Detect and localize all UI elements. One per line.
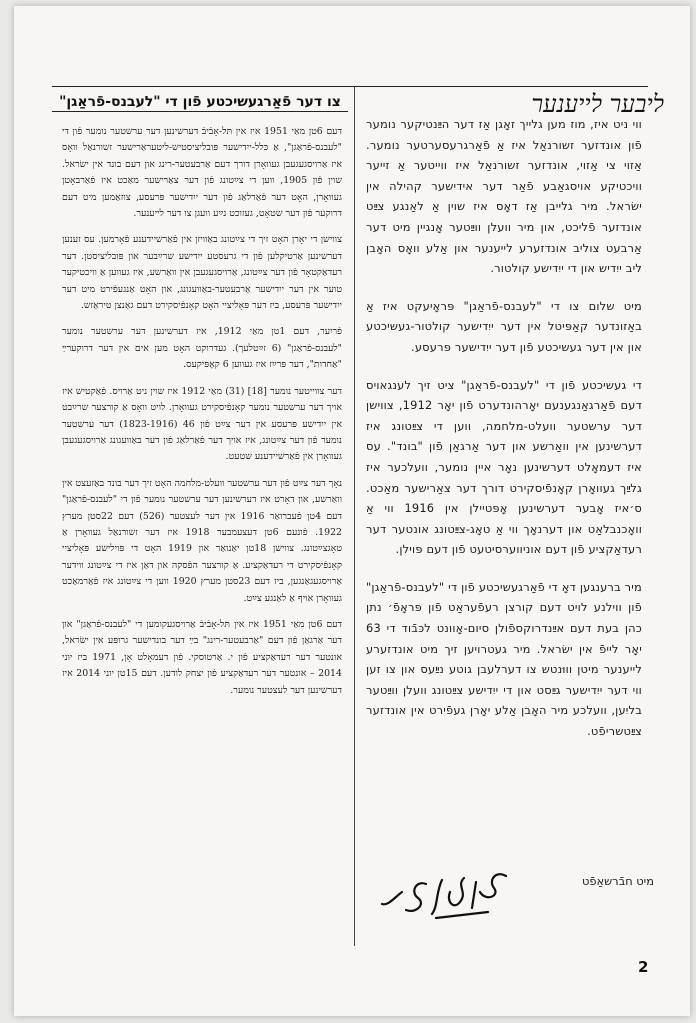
- right-paragraph-1: ווי ניט איז, מוז מען גלייך זאָגן אַז דער הײַנטיקער נומער פֿון אונדזער זשורנאַל איז אַ פֿאַרגרעסערטער נומער. אַזוי צי אַזוי, אונדזער זשורנאַל איז ווייטער אַ זייער וויכטיקע אויסגאַבע פֿאַר דער אידישער קהילה אין ישׂראל. מיר גלייבן אַז דאָס איז שוין אַ לאַנגע צײַט אונדזער פֿליכט, און מיר וועלן ווײַטער אָנגיין מיט דער אַרבעט צוליב אונדזערע לייענער און אַלע וואָס האָבן ליב ייִדיש און די ייִדישע קולטור.: [366, 117, 642, 276]
- header-rule: [52, 86, 648, 87]
- left-header-rule: [52, 111, 348, 112]
- page-number: 2: [638, 958, 649, 976]
- right-paragraph-4: מיר ברענגען דאָ די פֿאַרגעשיכטע פֿון די "לעבנס-פֿראַגן" פֿון ווילנע לויט דעם קורצן רעפֿעראַט פֿון פּראָפֿ׳ נתן כהן בעת דעם אײַנדרוקספֿולן סיום-אָוונט לכּבֿוד די 63 יאָר לייפֿ אין ישׂראל. מיר געטרויען זיך מיט אונדזערע לייענער מיטן וווּנטש צו דערלעבן גוטע נײַעס און צו זען ווי דער ייִדישער גײַסט און די ייִדישע צײַטונג וועלן ווײַטער בליִען, וועלכע מיר האָבן אַלע יאָרן געפֿירט אין אונדזער צײַטשריפֿט.: [365, 579, 642, 739]
- signature-name: מיט חבֿרשאַפֿט: [582, 874, 654, 888]
- right-column: [366, 114, 642, 759]
- left-paragraph-6: דעם 6טן מאַי 1951 איז אין תּל-אָבֿיבֿ אַרויסגעקומען די "לעבנס-פֿראַגן" און דער אַרגאַן פֿון דעם "אַרבעטער-רינג" בײַ דער בונדישער גרופּע אין ישׂראל, אונטער דער רעדאַקציע פֿון י. אַרטוסקי. פֿון דעמאָלט אָן, 1971 ביז יוני 2014 – אונטער דער רעדאַקציע פֿון יצחק לודען. דעם 15טן יוני 2014 איז דערשינען דער לעצטער נומער.: [62, 618, 343, 696]
- right-paragraph-2: מיט שלום צו די "לעבנס-פֿראַגן" פּראָיעקט איז אַ באַזונדער קאַפּיטל אין דער ייִדישער קולטור-געשיכטע און אין דער געשיכטע פֿון דער ייִדישער פּרעסע.: [366, 298, 642, 354]
- left-column-title: צו דער פֿאַרגעשיכטע פֿון די "לעבנס-פֿראַגן": [59, 94, 341, 110]
- left-paragraph-2: צווישן די יאָרן האָט זיך די צײַטונג באַוויזן אין פֿאַרשיידענע פֿאָרמען. עס זענען דערשינען אַרטיקלען פֿון די גרעסטע ייִדישע שרײַבער און פּובליציסטן. דער רעדאַקטאָר פֿון דער צײַטונג, אַרויסגעגעבן אין וואַרשע, איז געווען אַ וויכטיקער טוער אין דער ייִדישער אַרבעטער-באַוועגונג, און האָט אַנגעפֿירט מיט דער ייִדישער פּרעסע, ביז דער פּאָליציי האָט קאָנפֿיסקירט דעם גאַנצן טיראַזש.: [62, 234, 342, 312]
- page: [14, 6, 690, 1016]
- handwritten-signature-icon: [376, 862, 516, 932]
- left-column: [62, 124, 342, 709]
- left-paragraph-4: דער צווייטער נומער [18] (31) מאַי 1912 איז שוין ניט אַרויס. פֿאַקטיש איז אויך דער ערשטער נומער קאָנפֿיסקירט געוואָרן. לויט וואָס אַ קורצער שרײַבט אין ייִדישע פּרעסע אין דער צײַט פֿון 46 (1823-1916) דער ערשטער נומער פֿון דער צײַטונג, איז אויך דער פֿאַרלאַג פֿון דער באַוועגונג אַרויסגעגעבן געוואָרן אין פֿאַרשיידענע שטעט.: [62, 385, 343, 463]
- left-paragraph-3: פֿריִער, דעם 1טן מאַי 1912, איז דערשינען דער ערשטער נומער "לעבנס-פֿראַגן" (6 זײַטלעך). געדרוקט האָט מען אים אין דער דרוקערײַ "אַחדות", דער פּרײַז איז געווען 6 קאָפּיקעס.: [62, 326, 343, 371]
- column-divider: [354, 86, 355, 946]
- left-paragraph-5: נאָך דער צײַט פֿון דער ערשטער וועלט-מלחמה האָט זיך דער בונד באַזעצט אין וואַרשע, און דאָרט איז דערשינען דער ערשטער נומער פֿון די "לעבנס-פֿראַגן" דעם 4טן פֿעברואַר 1916 אין דער לעצטער (526) דעם 22סטן מערץ 1922. פֿונעם 6טן דעצעמבער 1918 איז דער זשורנאַל געוואָרן אַ טאָגצײַטונג. צווישן 18טן יאַנואַר און 1919 האָט די פּוילישע פּאָליציי קאָנפֿיסקירט די רעדאַקציע. אַ קורצער הפֿסקה און דאַן איז די צײַטונג ווידער אַרויסגעגאַנגען, ביז דעם 23סטן מערץ 1920 ווען די צײַטונג איז פֿאַרמאַכט געוואָרן אויף אַ לאַנגע צײַט.: [62, 477, 343, 604]
- left-paragraph-1: דעם 6טן מאַי 1951 איז אין תּל-אָבֿיבֿ דערשינען דער ערשטער נומער פֿון די "לעבנס-פֿראַגן", אַ כּלל-ייִדישער פּובליציסטיש-ליטעראַרישער זשורנאַל וואָס איז אַרויסגעגעבן געוואָרן דורך דעם אַרבעטער-רינג און דעם בונד אין ישׂראל. שוין פֿון 1905, ווען די צײַטונג פֿון דער צאַרישער מאַכט איז פֿאַרבאָטן געוואָרן, האָט דער פֿאַרלאַג פֿון דער ייִדישער פּרעסע, צוזאַמען מיט דעם דרוקער פֿון דער שטאָט, געזוכט נײַע וועגן צו דער לייענער.: [62, 126, 343, 220]
- right-column-title: ליבער לייענער: [531, 90, 664, 118]
- right-paragraph-3: די געשיכטע פֿון די "לעבנס-פֿראַגן" ציט זיך לענגאויס דעם פֿאַרגאַנגענעם יאָרהונדערט פֿון יאָר 1912, צווישן דער ערשטער וועלט-מלחמה, ווען די צײַטונג איז דערשינען אין וואַרשע און דער אַרגאַן פֿון "בונד". עס איז דעמאָלט דערשינען נאָר איין נומער, וועלכער איז גלײַך געוואָרן קאָנפֿיסקירט דורך דער צאַרישער מאַכט. ס׳איז אָבער דערשינען אָפּטיילן אין 1916 ווי אַ וואָכנבלאַט און דערנאָך ווי אַ טאָג-צײַטונג אונטער דער רעדאַקציע פֿון דעם אוניווערסיטעט פֿון דעם פּוילן.: [366, 377, 643, 557]
